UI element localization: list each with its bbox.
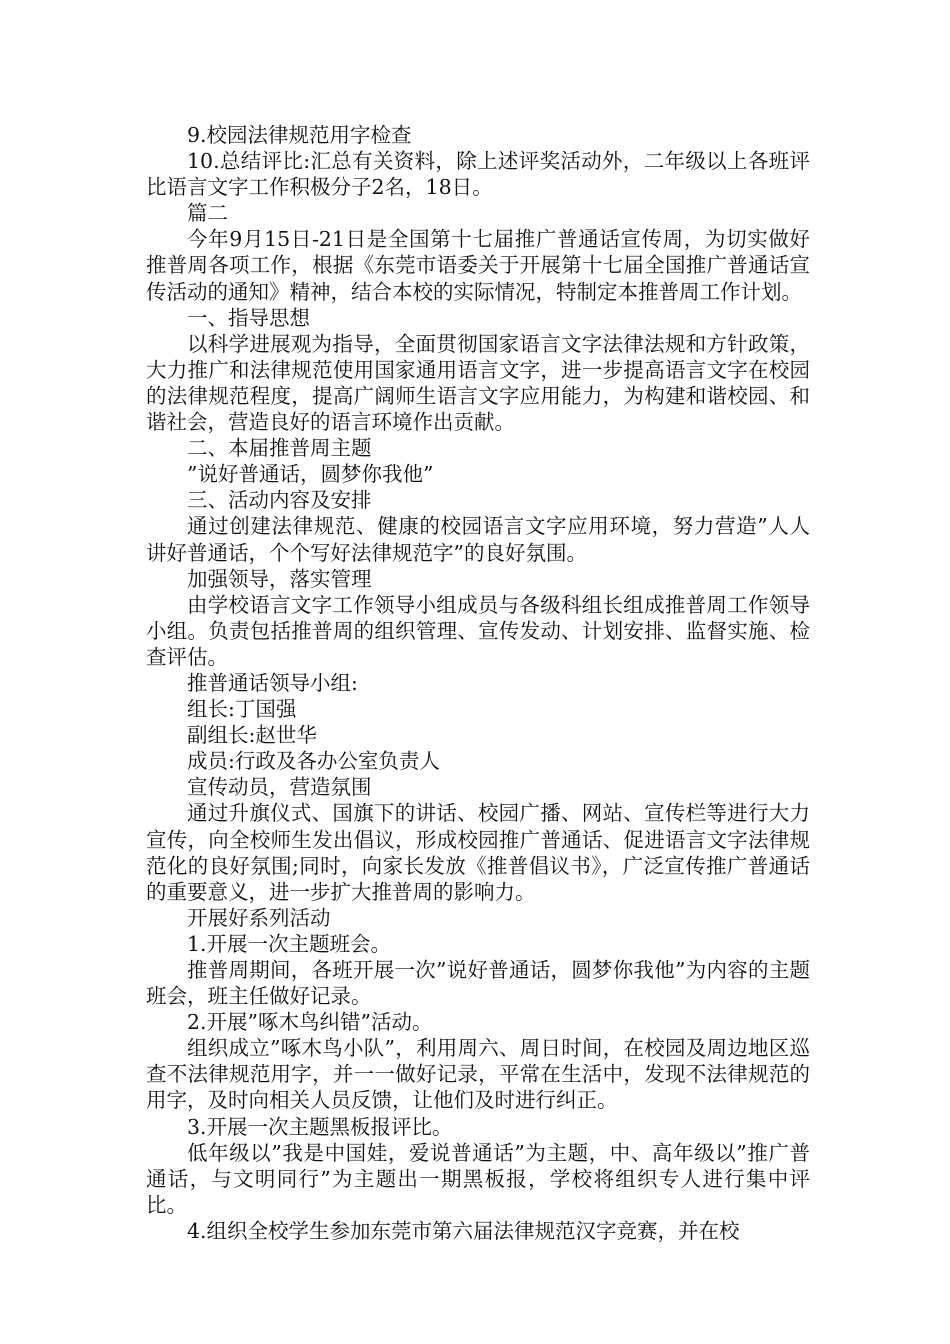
- list-item-school-standard-character-check: 9.校园法律规范用字检查: [187, 123, 412, 147]
- guiding-ideology-paragraph: 以科学进展观为指导，全面贯彻国家语言文字法律法规和方针政策，大力推广和法律规范使用国家通用语言文字，进一步提高语言文字在校园的法律规范程度，提高广阔师生语言文字应用能力，为构建和谐校园、和谐社会，营造良好的语言环境作出贡献。: [146, 331, 810, 435]
- members-line: 成员:行政及各办公室负责人: [187, 749, 440, 774]
- theme-slogan: ”说好普通话，圆梦你我他”: [187, 462, 434, 487]
- activity-3-heading: 3.开展一次主题黑板报评比。: [187, 1114, 453, 1139]
- subheading-publicity: 宣传动员，营造氛围: [187, 775, 372, 800]
- section-heading-theme: 二、本届推普周主题: [187, 436, 372, 461]
- deputy-leader-line: 副组长:赵世华: [187, 723, 317, 748]
- activity-2-paragraph: 组织成立”啄木鸟小队”，利用周六、周日时间，在校园及周边地区巡查不法律规范用字，并一一做好记录，平常在生活中，发现不法律规范的用字，及时向相关人员反馈，让他们及时进行纠正。: [146, 1036, 810, 1113]
- activity-3-paragraph: 低年级以”我是中国娃，爱说普通话”为主题，中、高年级以”推广普通话，与文明同行”为主题出一期黑板报，学校将组织专人进行集中评比。: [146, 1140, 810, 1217]
- activity-2-heading: 2.开展”啄木鸟纠错”活动。: [187, 1010, 433, 1035]
- activity-1-paragraph: 推普周期间，各班开展一次”说好普通话，圆梦你我他”为内容的主题班会，班主任做好记录。: [146, 958, 810, 1009]
- leading-group-label: 推普通话领导小组:: [187, 670, 358, 695]
- activities-intro-paragraph: 通过创建法律规范、健康的校园语言文字应用环境，努力营造”人人讲好普通话，个个写好法律规范字”的良好氛围。: [146, 514, 810, 565]
- group-leader-line: 组长:丁国强: [187, 697, 297, 722]
- section-heading-activities: 三、活动内容及安排: [187, 488, 372, 513]
- document-page: [146, 122, 810, 1244]
- list-item-summary-evaluation: 10.总结评比:汇总有关资料，除上述评奖活动外，二年级以上各班评比语言文字工作积极分子2名，18日。: [146, 149, 810, 200]
- section-heading-part-two: 篇二: [187, 201, 228, 226]
- subheading-leadership: 加强领导，落实管理: [187, 566, 372, 591]
- publicity-paragraph: 通过升旗仪式、国旗下的讲话、校园广播、网站、宣传栏等进行大力宣传，向全校师生发出倡议，形成校园推广普通话、促进语言文字法律规范化的良好氛围;同时，向家长发放《推普倡议书》，广泛宣传推广普通话的重要意义，进一步扩大推普周的影响力。: [146, 801, 810, 904]
- subheading-series-activities: 开展好系列活动: [187, 905, 331, 930]
- activity-4-heading: 4.组织全校学生参加东莞市第六届法律规范汉字竞赛，并在校: [187, 1218, 740, 1243]
- activity-1-heading: 1.开展一次主题班会。: [187, 931, 392, 956]
- section-heading-guiding-ideology: 一、指导思想: [187, 305, 310, 330]
- leadership-paragraph: 由学校语言文字工作领导小组成员与各级科组长组成推普周工作领导小组。负责包括推普周的组织管理、宣传发动、计划安排、监督实施、检查评估。: [146, 592, 810, 669]
- intro-paragraph: 今年9月15日-21日是全国第十七届推广普通话宣传周，为切实做好推普周各项工作，根据《东莞市语委关于开展第十七届全国推广普通话宣传活动的通知》精神，结合本校的实际情况，特制定本推普周工作计划。: [146, 227, 810, 304]
